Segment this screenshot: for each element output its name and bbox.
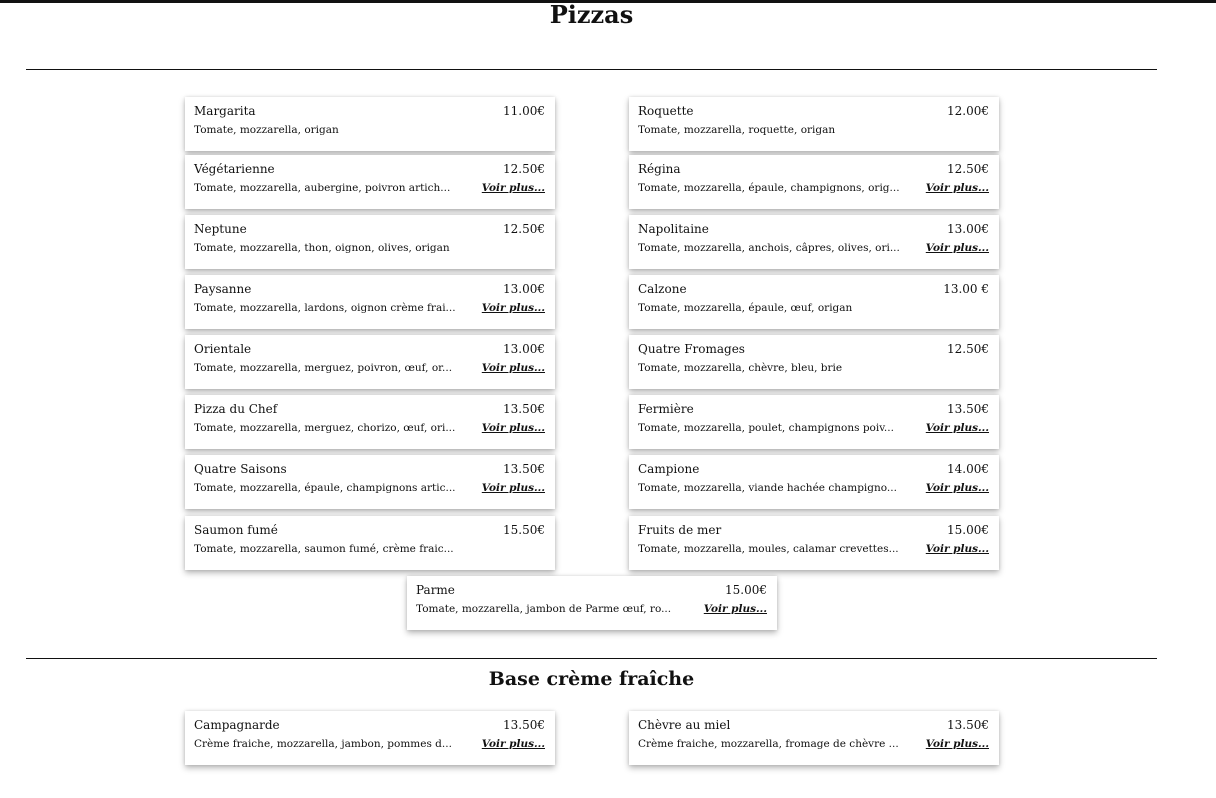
item-price: 12.00€ xyxy=(947,104,989,118)
item-description: Tomate, mozzarella, origan xyxy=(194,124,339,136)
item-price: 11.00€ xyxy=(503,104,545,118)
item-price: 13.00€ xyxy=(503,342,545,356)
menu-item-card xyxy=(629,516,999,570)
item-price: 12.50€ xyxy=(503,222,545,236)
divider xyxy=(26,69,1157,70)
menu-item-card xyxy=(407,576,777,630)
item-name: Margarita xyxy=(194,104,256,118)
item-name: Orientale xyxy=(194,342,252,356)
item-price: 15.00€ xyxy=(947,523,989,537)
section-title-pizzas: Pizzas xyxy=(549,0,634,29)
see-more-link[interactable]: Voir plus... xyxy=(481,422,545,434)
menu-item-card xyxy=(185,335,555,389)
item-description: Tomate, mozzarella, anchois, câpres, olives, ori... xyxy=(638,242,900,254)
item-price: 13.50€ xyxy=(503,718,545,732)
item-price: 14.00€ xyxy=(947,462,989,476)
menu-item-card xyxy=(629,455,999,509)
item-name: Napolitaine xyxy=(638,222,709,236)
item-description: Tomate, mozzarella, lardons, oignon crème frai... xyxy=(194,302,456,314)
see-more-link[interactable]: Voir plus... xyxy=(925,543,989,555)
menu-item-card xyxy=(629,711,999,765)
item-price: 12.50€ xyxy=(947,342,989,356)
item-price: 13.00 € xyxy=(943,282,989,296)
menu-item-card xyxy=(185,275,555,329)
item-price: 13.00€ xyxy=(947,222,989,236)
item-description: Tomate, mozzarella, merguez, poivron, œuf, or... xyxy=(194,362,453,374)
menu-item-card xyxy=(185,395,555,449)
see-more-link[interactable]: Voir plus... xyxy=(481,482,545,494)
menu-item-card xyxy=(629,97,999,151)
menu-item-card xyxy=(185,97,555,151)
menu-item-card xyxy=(629,335,999,389)
item-name: Calzone xyxy=(638,282,687,296)
item-description: Tomate, mozzarella, saumon fumé, crème fraic... xyxy=(194,543,454,555)
see-more-link[interactable]: Voir plus... xyxy=(481,362,545,374)
see-more-link[interactable]: Voir plus... xyxy=(481,182,545,194)
item-description: Tomate, mozzarella, roquette, origan xyxy=(638,124,836,136)
item-price: 15.00€ xyxy=(725,583,767,597)
item-name: Parme xyxy=(416,583,455,597)
item-name: Quatre Fromages xyxy=(638,342,745,356)
menu-item-card xyxy=(629,215,999,269)
menu-item-card xyxy=(185,711,555,765)
item-description: Tomate, mozzarella, épaule, œuf, origan xyxy=(638,302,853,314)
menu-item-card xyxy=(185,455,555,509)
item-name: Chèvre au miel xyxy=(638,718,731,732)
item-description: Tomate, mozzarella, poulet, champignons poiv... xyxy=(638,422,894,434)
item-name: Roquette xyxy=(638,104,694,118)
item-name: Quatre Saisons xyxy=(194,462,287,476)
item-name: Végétarienne xyxy=(194,162,275,176)
item-description: Tomate, mozzarella, viande hachée champigno... xyxy=(638,482,897,494)
see-more-link[interactable]: Voir plus... xyxy=(925,482,989,494)
item-price: 13.00€ xyxy=(503,282,545,296)
item-name: Campagnarde xyxy=(194,718,280,732)
item-name: Neptune xyxy=(194,222,247,236)
item-description: Tomate, mozzarella, merguez, chorizo, œuf, ori... xyxy=(194,422,456,434)
see-more-link[interactable]: Voir plus... xyxy=(481,302,545,314)
item-description: Tomate, mozzarella, épaule, champignons, orig... xyxy=(638,182,900,194)
item-price: 15.50€ xyxy=(503,523,545,537)
item-price: 13.50€ xyxy=(947,718,989,732)
item-description: Crème fraiche, mozzarella, jambon, pommes d... xyxy=(194,738,452,750)
menu-item-card xyxy=(185,155,555,209)
divider xyxy=(26,658,1157,659)
menu-item-card xyxy=(629,275,999,329)
item-name: Saumon fumé xyxy=(194,523,278,537)
item-description: Tomate, mozzarella, moules, calamar crevettes... xyxy=(638,543,899,555)
item-price: 13.50€ xyxy=(503,402,545,416)
item-name: Régina xyxy=(638,162,681,176)
item-name: Campione xyxy=(638,462,700,476)
item-name: Paysanne xyxy=(194,282,252,296)
item-price: 13.50€ xyxy=(503,462,545,476)
see-more-link[interactable]: Voir plus... xyxy=(703,603,767,615)
item-name: Fruits de mer xyxy=(638,523,722,537)
item-description: Crème fraiche, mozzarella, fromage de chèvre ... xyxy=(638,738,899,750)
see-more-link[interactable]: Voir plus... xyxy=(925,422,989,434)
menu-item-card xyxy=(629,155,999,209)
item-price: 12.50€ xyxy=(947,162,989,176)
item-name: Pizza du Chef xyxy=(194,402,278,416)
item-description: Tomate, mozzarella, thon, oignon, olives, origan xyxy=(194,242,450,254)
menu-item-card xyxy=(185,516,555,570)
see-more-link[interactable]: Voir plus... xyxy=(925,242,989,254)
menu-item-card xyxy=(629,395,999,449)
item-description: Tomate, mozzarella, jambon de Parme œuf, ro... xyxy=(416,603,672,615)
section-title-base-creme: Base crème fraîche xyxy=(488,668,695,690)
item-name: Fermière xyxy=(638,402,694,416)
see-more-link[interactable]: Voir plus... xyxy=(481,738,545,750)
see-more-link[interactable]: Voir plus... xyxy=(925,182,989,194)
item-description: Tomate, mozzarella, épaule, champignons artic... xyxy=(194,482,456,494)
item-description: Tomate, mozzarella, aubergine, poivron artich... xyxy=(194,182,451,194)
item-description: Tomate, mozzarella, chèvre, bleu, brie xyxy=(638,362,843,374)
see-more-link[interactable]: Voir plus... xyxy=(925,738,989,750)
item-price: 12.50€ xyxy=(503,162,545,176)
item-price: 13.50€ xyxy=(947,402,989,416)
menu-item-card xyxy=(185,215,555,269)
